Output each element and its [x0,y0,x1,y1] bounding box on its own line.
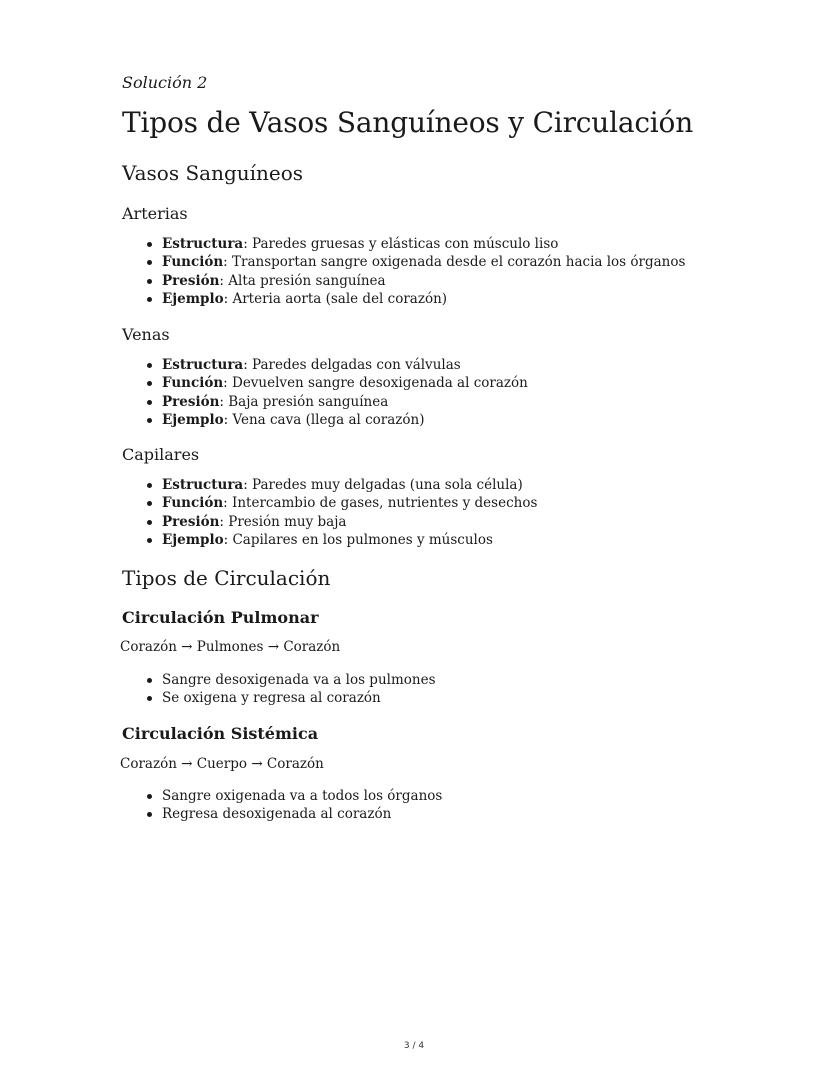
list-item [162,494,537,512]
arterias-list [146,235,685,308]
list-item: Sangre oxigenada va a todos los órganos [162,788,443,804]
term: Ejemplo [162,531,224,548]
description: : Transportan sangre oxigenada desde el corazón hacia los órganos [223,254,686,271]
term: Función [162,254,224,271]
description: : Baja presión sanguínea [219,393,389,410]
subsection-title-arterias: Arterias [122,204,188,223]
venas-list [146,356,528,429]
flow-sistemica: Corazón → Cuerpo → Corazón [120,756,324,772]
description: : Arteria aorta (sale del corazón) [223,290,448,307]
list-item [162,476,537,494]
section-title-circulacion: Tipos de Circulación [122,566,331,590]
list-item [162,235,685,253]
list-item [162,411,528,429]
pulmonar-list [146,671,436,708]
list-item [162,531,537,549]
page-title: Tipos de Vasos Sanguíneos y Circulación [122,106,694,139]
term: Ejemplo [162,411,224,428]
description: : Presión muy baja [219,513,347,530]
term: Estructura [162,477,244,493]
description: : Paredes gruesas y elásticas con músculo liso [243,236,559,252]
list-item: Regresa desoxigenada al corazón [162,805,442,823]
list-item [162,290,685,308]
term: Presión [162,393,220,410]
subsection-title-pulmonar: Circulación Pulmonar [122,608,319,627]
flow-pulmonar: Corazón → Pulmones → Corazón [120,639,341,655]
description: : Alta presión sanguínea [219,272,386,289]
term: Presión [162,513,220,530]
term: Función [162,495,224,512]
term: Función [162,375,224,392]
description: : Devuelven sangre desoxigenada al corazón [223,375,528,392]
page-number: 3 / 4 [403,1041,425,1051]
description: : Paredes delgadas con válvulas [243,357,461,373]
capilares-list [146,476,537,549]
description: : Vena cava (llega al corazón) [223,411,425,428]
list-item [162,393,528,411]
term: Ejemplo [162,290,224,307]
list-item: Sangre desoxigenada va a los pulmones [162,672,436,688]
list-item [162,513,537,531]
description: : Paredes muy delgadas (una sola célula) [243,477,523,493]
term: Estructura [162,357,244,373]
subsection-title-capilares: Capilares [122,445,200,464]
term: Presión [162,272,220,289]
term: Estructura [162,236,244,252]
sistemica-list [146,787,442,824]
list-item [162,374,528,392]
list-item: Se oxigena y regresa al corazón [162,689,436,707]
description: : Capilares en los pulmones y músculos [223,531,493,548]
description: : Intercambio de gases, nutrientes y desechos [223,495,538,512]
list-item [162,356,528,374]
subsection-title-venas: Venas [122,325,170,344]
subsection-title-sistemica: Circulación Sistémica [122,724,319,743]
list-item [162,272,685,290]
solution-label: Solución 2 [122,73,208,92]
list-item [162,253,685,271]
section-title-vasos: Vasos Sanguíneos [122,161,304,185]
